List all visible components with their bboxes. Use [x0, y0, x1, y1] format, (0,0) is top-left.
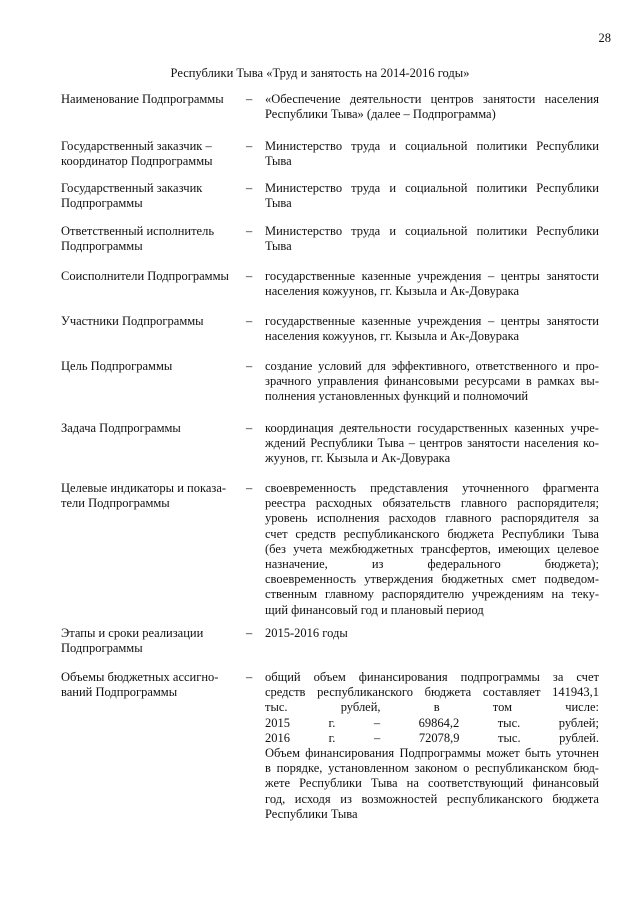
value-line: щий финансовый год и плановый период	[265, 602, 484, 617]
value-line: уровень исполнения расходов главного распорядителя за	[265, 511, 599, 526]
value-line: Объем финансирования Подпрограммы может быть уточнен	[265, 746, 599, 761]
value-line: Министерство труда и социальной политики Республики	[265, 224, 599, 238]
label-line: Подпрограммы	[61, 239, 143, 254]
label-line: Участники Подпрограммы	[61, 314, 204, 328]
value-line: Республики Тыва	[265, 806, 358, 821]
row-label	[61, 626, 239, 656]
label-line: Подпрограммы	[61, 641, 143, 656]
row-dash: –	[246, 139, 253, 153]
row-label	[61, 181, 239, 211]
row-value	[265, 92, 599, 122]
value-line: ждений Республики Тыва – центров занятости населения ко-	[265, 436, 599, 451]
value-line: 2016 г. – 72078,9 тыс. рублей.	[265, 730, 599, 745]
label-line: Объемы бюджетных ассигно-	[61, 670, 219, 684]
label-line: тели Подпрограммы	[61, 496, 170, 511]
row-value	[265, 481, 599, 618]
row-value	[265, 626, 599, 641]
value-line: своевременность утверждения бюджетных смет подведом-	[265, 572, 599, 587]
label-line: Ответственный исполнитель	[61, 224, 215, 238]
label-line: Государственный заказчик –	[61, 139, 212, 153]
value-line: населения кожуунов, гг. Кызыла и Ак-Довурака	[265, 284, 520, 299]
row-dash: –	[246, 421, 253, 435]
row-label	[61, 481, 239, 511]
row-label	[61, 92, 239, 107]
value-line: зрачного управления финансовыми ресурсами в рамках вы-	[265, 374, 599, 389]
label-line: координатор Подпрограммы	[61, 154, 213, 169]
row-label	[61, 314, 239, 329]
value-line: населения кожуунов, гг. Кызыла и Ак-Довурака	[265, 329, 520, 344]
row-label	[61, 224, 239, 254]
value-line: 2015-2016 годы	[265, 626, 348, 640]
row-label	[61, 139, 239, 169]
label-line: Наименование Подпрограммы	[61, 92, 224, 106]
row-dash: –	[246, 181, 253, 195]
value-line: назначение, из федерального бюджета);	[265, 557, 599, 572]
value-line: Тыва	[265, 196, 292, 211]
value-line: общий объем финансирования подпрограммы за счет	[265, 670, 599, 684]
label-line: Задача Подпрограммы	[61, 421, 181, 435]
row-dash: –	[246, 314, 253, 328]
value-line: счет средств республиканского бюджета Республики Тыва	[265, 526, 599, 541]
row-dash: –	[246, 670, 253, 684]
row-value	[265, 359, 599, 405]
label-line: Государственный заказчик	[61, 181, 203, 195]
row-dash: –	[246, 626, 253, 640]
value-line: государственные казенные учреждения – центры занятости	[265, 314, 599, 328]
row-dash: –	[246, 224, 253, 238]
label-line: Цель Подпрограммы	[61, 359, 173, 373]
value-line: полнения установленных функций и полномочий	[265, 389, 529, 404]
row-value	[265, 269, 599, 299]
row-dash: –	[246, 269, 253, 283]
label-line: Подпрограммы	[61, 196, 143, 211]
value-line: в порядке, установленном законом о республиканском бюд-	[265, 761, 599, 776]
value-line: ственным главному распорядителю учреждениям на теку-	[265, 587, 599, 602]
page-number: 28	[598, 31, 611, 45]
row-dash: –	[246, 92, 253, 106]
value-line: средств республиканского бюджета составляет 141943,1	[265, 685, 599, 700]
row-value	[265, 224, 599, 254]
value-line: Тыва	[265, 239, 292, 254]
value-line: создание условий для эффективного, ответственного и про-	[265, 359, 599, 373]
value-line: жете Республики Тыва на соответствующий финансовый	[265, 776, 599, 791]
value-line: «Обеспечение деятельности центров занятости населения	[265, 92, 599, 106]
label-line: Соисполнители Подпрограммы	[61, 269, 229, 283]
row-dash: –	[246, 359, 253, 373]
row-value	[265, 181, 599, 211]
value-line: Тыва	[265, 154, 292, 169]
label-line: ваний Подпрограммы	[61, 685, 178, 700]
row-value	[265, 670, 599, 822]
label-line: Этапы и сроки реализации	[61, 626, 204, 640]
row-label	[61, 421, 239, 436]
row-dash: –	[246, 481, 253, 495]
value-line: Министерство труда и социальной политики Республики	[265, 139, 599, 153]
value-line: Министерство труда и социальной политики Республики	[265, 181, 599, 195]
row-label	[61, 670, 239, 700]
row-label	[61, 359, 239, 374]
value-line: год, исходя из возможностей республиканского бюджета	[265, 791, 599, 806]
row-label	[61, 269, 239, 284]
document-heading: Республики Тыва «Труд и занятость на 2014-2016 годы»	[170, 66, 470, 80]
row-value	[265, 139, 599, 169]
value-line: реестра расходных обязательств главного распорядителя;	[265, 496, 599, 511]
row-value	[265, 421, 599, 467]
value-line: жуунов, гг. Кызыла и Ак-Довурака	[265, 451, 451, 466]
value-line: (без учета межбюджетных трансфертов, имеющих целевое	[265, 541, 599, 556]
value-line: государственные казенные учреждения – центры занятости	[265, 269, 599, 283]
label-line: Целевые индикаторы и показа-	[61, 481, 227, 495]
value-line: 2015 г. – 69864,2 тыс. рублей;	[265, 715, 599, 730]
row-value	[265, 314, 599, 344]
value-line: тыс. рублей, в том числе:	[265, 700, 599, 715]
value-line: координация деятельности государственных казенных учре-	[265, 421, 599, 435]
value-line: Республики Тыва» (далее – Подпрограмма)	[265, 107, 496, 122]
value-line: своевременность представления уточненного фрагмента	[265, 481, 599, 495]
